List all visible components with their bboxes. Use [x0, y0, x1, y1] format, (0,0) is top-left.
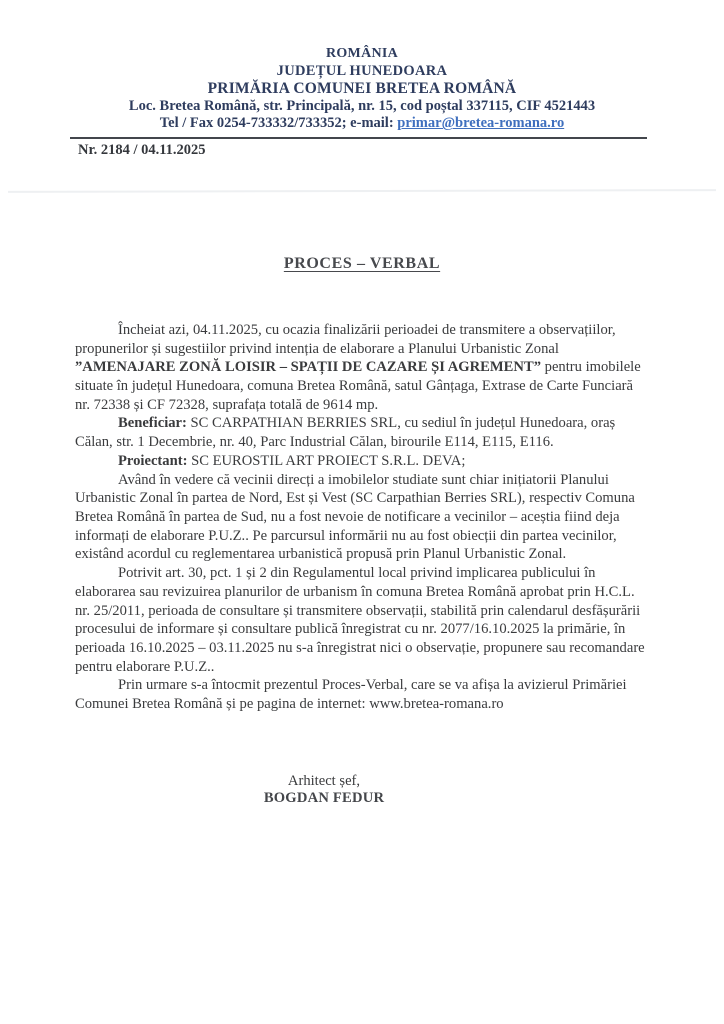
designer-label: Proiectant:: [118, 452, 188, 469]
conclusion-paragraph: Prin urmare s-a întocmit prezentul Proces-Verbal, care se va afișa la avizierul Primăriei Comunei Bretea Română și pe pagina de internet: www.bretea-romana.ro: [75, 677, 627, 713]
designer-paragraph: [75, 452, 650, 471]
beneficiary-label: Beneficiar:: [118, 415, 187, 432]
document-title: PROCES – VERBAL: [283, 254, 441, 272]
registration-number: Nr. 2184 / 04.11.2025: [78, 141, 206, 158]
beneficiary-paragraph: [75, 414, 650, 451]
scan-artifact-line: [8, 189, 716, 192]
letterhead-county: JUDEȚUL HUNEDOARA: [276, 62, 448, 79]
regulation-paragraph: Potrivit art. 30, pct. 1 și 2 din Regulamentul local privind implicarea publicului în elaborarea sau revizuirea planurilor de urbanism în comuna Bretea Română aprobat prin H.C.L. nr. 25/2011, perioada de consultare și transmitere observații, stabilită prin calendarul desfășurării procesului de informare și consultare publică înregistrat cu nr. 2077/16.10.2025 la primărie, în perioada 16.10.2025 – 03.11.2025 nu s-a înregistrat nici o observație, propunere sau recomandare pentru elaborare P.U.Z..: [75, 565, 645, 675]
email-link[interactable]: primar@bretea-romana.ro: [397, 115, 565, 132]
intro-text-pre: Încheiat azi, 04.11.2025, cu ocazia finalizării perioadei de transmitere a observațiilor, propunerilor și sugestiilor privind intenția de elaborare a Planului Urbanistic Zonal: [75, 321, 616, 357]
letterhead-institution: PRIMĂRIA COMUNEI BRETEA ROMÂNĂ: [207, 80, 517, 98]
letterhead-contact: [0, 115, 724, 133]
contact-prefix: Tel / Fax 0254-733332/733352; e-mail:: [159, 115, 398, 132]
beneficiary-text: SC CARPATHIAN BERRIES SRL, cu sediul în județul Hunedoara, oraș Călan, str. 1 Decembrie, nr. 40, Parc Industrial Călan, birourile E114, E115, E116.: [75, 415, 616, 451]
signature-name: BOGDAN FEDUR: [263, 790, 385, 807]
header-divider: [70, 137, 647, 139]
neighbors-paragraph: Având în vedere că vecinii direcți a imobilelor studiate sunt chiar inițiatorii Planului Urbanistic Zonal în partea de Nord, Est și Vest (SC Carpathian Berries SRL), respectiv Comuna Bretea Română în partea de Sud, nu a fost nevoie de notificare a vecinilor – aceștia fiind deja informați de elaborare P.U.Z.. Pe parcursul informării nu au fost obiecții din partea vecinilor, existând acordul cu reglementarea urbanistică propusă prin Planul Urbanistic Zonal.: [75, 471, 635, 563]
document-body: [75, 321, 650, 714]
letterhead: [0, 0, 724, 133]
letterhead-address: Loc. Bretea Română, str. Principală, nr. 15, cod poștal 337115, CIF 4521443: [128, 97, 596, 114]
designer-text: SC EUROSTIL ART PROIECT S.R.L. DEVA;: [187, 452, 466, 469]
letterhead-country: ROMÂNIA: [325, 46, 399, 61]
intro-paragraph: [75, 321, 650, 415]
signature-block: [0, 773, 686, 808]
puz-title-bold: ”AMENAJARE ZONĂ LOISIR – SPAȚII DE CAZARE ȘI AGREMENT”: [75, 359, 541, 376]
signature-role: Arhitect șef,: [287, 772, 361, 789]
intro-text-post: pentru imobilele situate în județul Hunedoara, comuna Bretea Română, satul Gânțaga, Extrase de Carte Funciară nr. 72338 și CF 72328, suprafața totală de 9614 mp.: [75, 359, 641, 413]
